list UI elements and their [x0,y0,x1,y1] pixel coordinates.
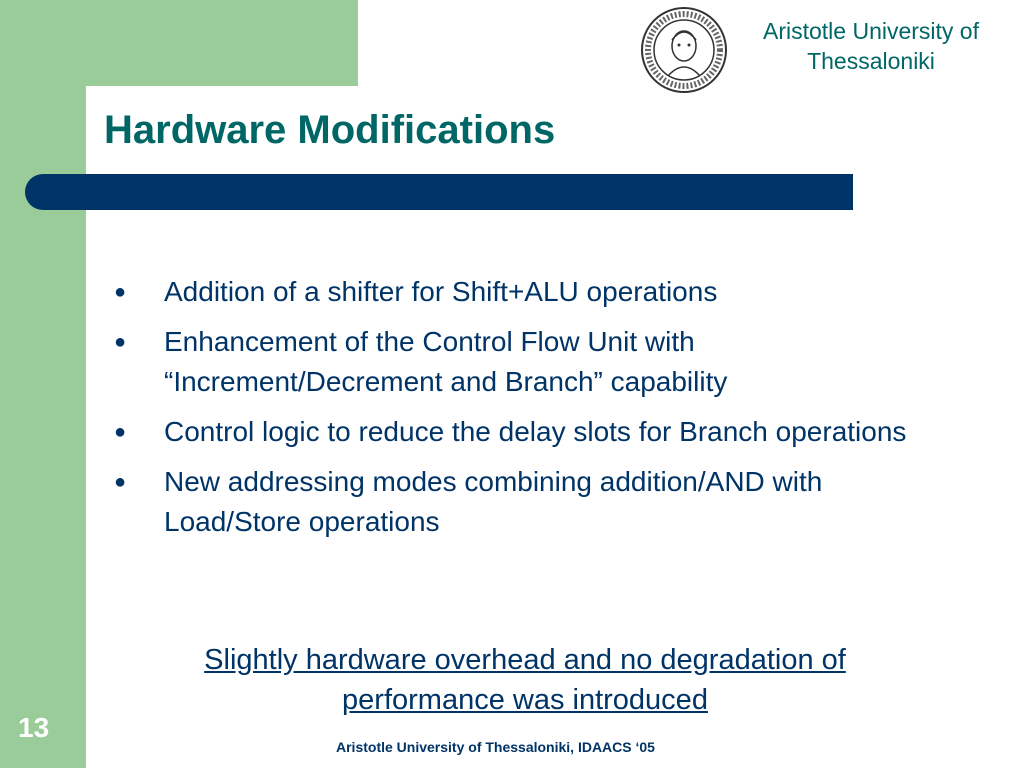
bullet-text: New addressing modes combining addition/AND with Load/Store operations [164,466,823,537]
bullet-text: Control logic to reduce the delay slots for Branch operations [164,416,907,447]
bullet-dot-icon: ● [114,281,127,303]
bullet-item [104,322,924,402]
university-name-line1: Aristotle University of [762,18,979,44]
conclusion-text: Slightly hardware overhead and no degradation of performance was introduced [204,644,846,716]
slide-title: Hardware Modifications [104,108,556,152]
slide-number: 13 [18,712,50,743]
bullet-dot-icon: ● [114,331,127,353]
university-name-line2: Thessaloniki [807,48,935,74]
bullet-item [104,412,924,452]
footer-text: Aristotle University of Thessaloniki, IDAACS ‘05 [336,739,655,755]
title-underline-bar [25,174,853,210]
university-name [736,16,1006,76]
bullet-text: Addition of a shifter for Shift+ALU operations [164,276,718,307]
university-seal-icon [640,6,728,94]
bullet-dot-icon: ● [114,471,127,493]
bullet-dot-icon: ● [114,421,127,443]
bullet-item [104,462,924,542]
top-decoration [0,0,358,86]
bullet-text: Enhancement of the Control Flow Unit with “Increment/Decrement and Branch” capability [164,326,728,397]
bullet-item [104,272,924,312]
bullet-list [104,272,924,552]
sidebar-decoration [0,0,86,768]
